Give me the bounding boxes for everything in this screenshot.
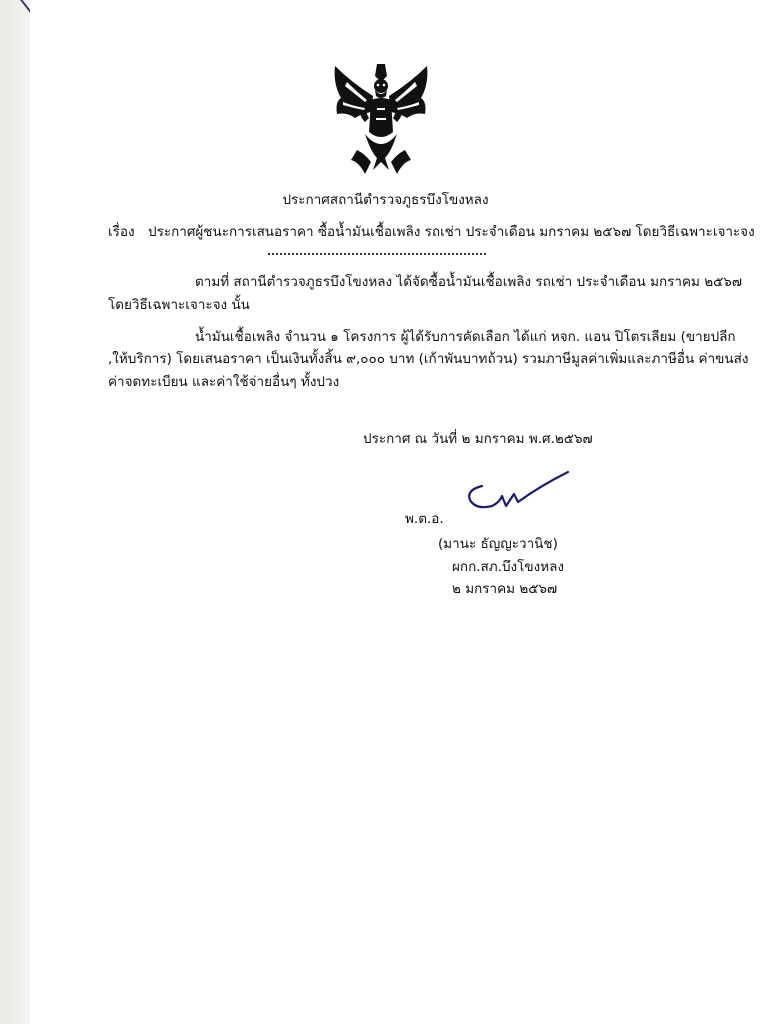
subject-label: เรื่อง	[108, 224, 135, 240]
paragraph-1-line-1: ตามที่ สถานีตำรวจภูธรบึงโขงหลง ได้จัดซื้อน้ำมันเชื้อเพลิง รถเช่า ประจำเดือน มกราคม ๒๕๖๗	[195, 274, 743, 290]
paragraph-2-line-2: ,ให้บริการ) โดยเสนอราคา เป็นเงินทั้งสิ้น ๙,๐๐๐ บาท (เก้าพันบาทถ้วน) รวมภาษีมูลค่าเพิ่มและภาษีอื่น ค่าขนส่ง	[108, 351, 749, 367]
signature-icon	[460, 468, 570, 518]
subject-text: ประกาศผู้ชนะการเสนอราคา ซื้อน้ำมันเชื้อเพลิง รถเช่า ประจำเดือน มกราคม ๒๕๖๗ โดยวิธีเฉพาะเจาะจง	[148, 224, 755, 240]
signer-position: ผกก.สภ.บึงโขงหลง	[452, 559, 564, 575]
paragraph-1-line-2: โดยวิธีเฉพาะเจาะจง นั้น	[108, 297, 250, 313]
signer-rank: พ.ต.อ.	[405, 511, 444, 527]
paragraph-2-line-1: น้ำมันเชื้อเพลิง จำนวน ๑ โครงการ ผู้ได้รับการคัดเลือก ได้แก่ หจก. แอน ปิโตรเลียม (ขายปลีก	[195, 329, 736, 345]
separator-dotted-line	[268, 253, 486, 255]
garuda-emblem-icon	[330, 62, 432, 180]
signer-name: (มานะ ธัญญะวานิช)	[438, 536, 558, 552]
signature-date: ๒ มกราคม ๒๕๖๗	[452, 581, 558, 597]
announcement-date: ประกาศ ณ วันที่ ๒ มกราคม พ.ศ.๒๕๖๗	[363, 431, 593, 447]
paragraph-2-line-3: ค่าจดทะเบียน และค่าใช้จ่ายอื่นๆ ทั้งปวง	[108, 374, 340, 390]
document-title: ประกาศสถานีตำรวจภูธรบึงโขงหลง	[282, 192, 489, 208]
